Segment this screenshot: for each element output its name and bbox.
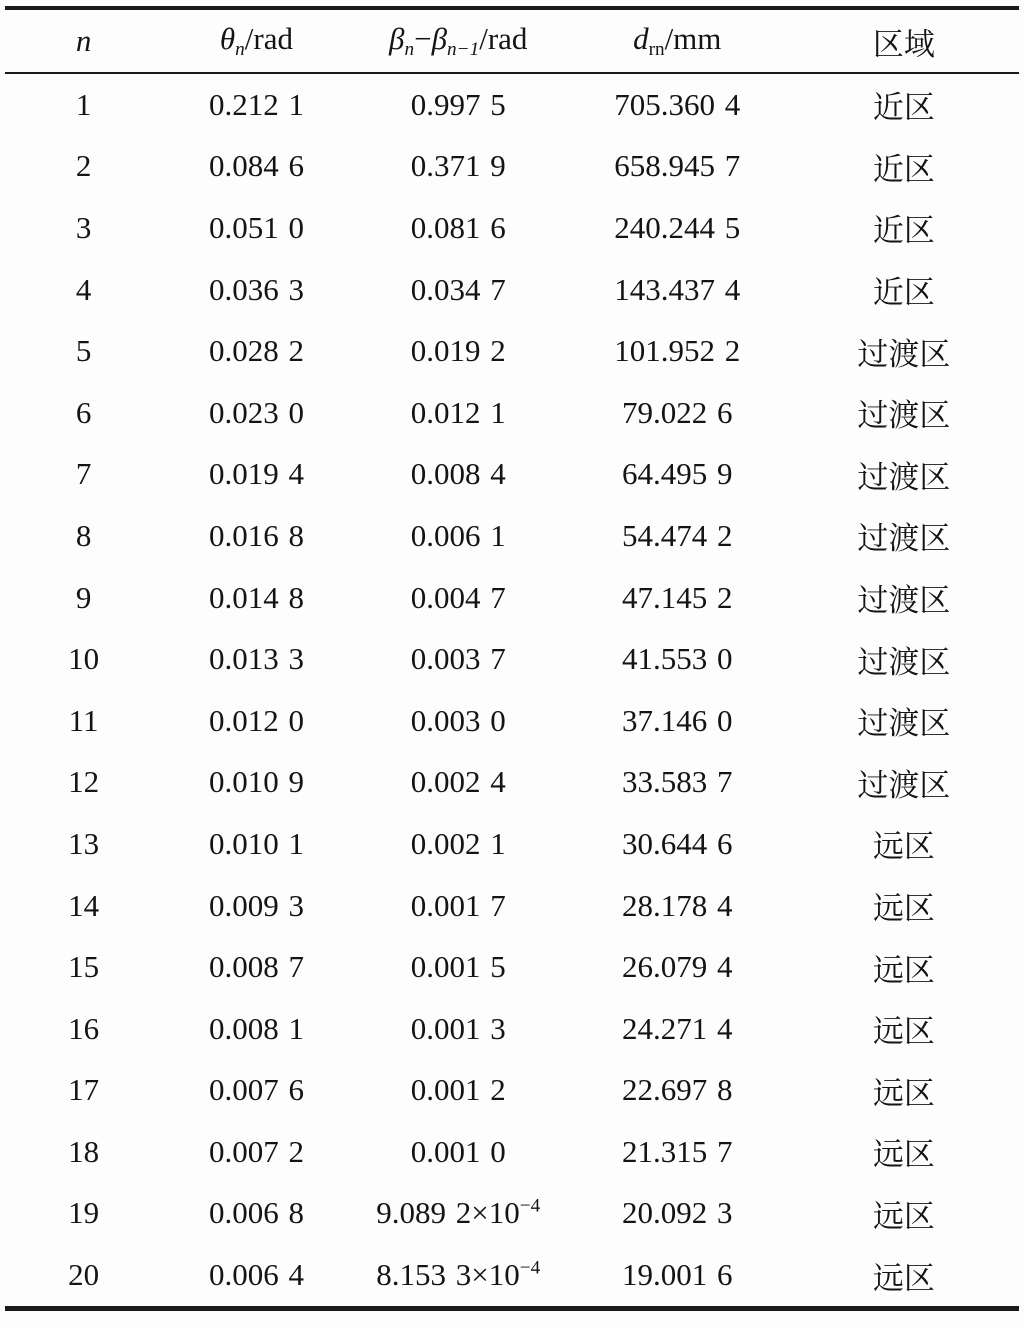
cell-n: 8 xyxy=(75,517,92,553)
exponent: −4 xyxy=(519,1196,541,1218)
cell-beta_diff: 0.997 5 xyxy=(410,86,506,122)
cell-d_rn: 28.178 4 xyxy=(621,887,733,923)
cell-n: 18 xyxy=(68,1133,100,1169)
cell-theta: 0.009 3 xyxy=(208,887,304,923)
table-row xyxy=(5,136,1019,198)
cell-region: 远区 xyxy=(872,829,935,865)
cell-beta_diff: 0.003 0 xyxy=(410,702,506,738)
header-segment: /rad xyxy=(479,20,528,56)
cell-theta: 0.007 2 xyxy=(208,1133,304,1169)
table-row xyxy=(5,320,1019,382)
cell-beta_diff: 0.012 1 xyxy=(410,394,506,430)
cell-beta_diff: 0.004 7 xyxy=(410,579,506,615)
cell-region: 远区 xyxy=(872,1260,935,1296)
cell-n: 4 xyxy=(75,271,92,307)
cell-d_rn: 26.079 4 xyxy=(621,949,733,985)
cell-d_rn: 37.146 0 xyxy=(621,702,733,738)
cell-d_rn: 30.644 6 xyxy=(621,825,733,861)
table-row xyxy=(5,382,1019,444)
cell-theta: 0.007 6 xyxy=(208,1072,304,1108)
table-row xyxy=(5,73,1019,136)
cell-d_rn: 54.474 2 xyxy=(621,517,733,553)
table-header xyxy=(5,8,1019,73)
cell-region: 过渡区 xyxy=(857,336,951,372)
table-row xyxy=(5,690,1019,752)
cell-d_rn: 240.244 5 xyxy=(614,209,741,245)
cell-region: 远区 xyxy=(872,1014,935,1050)
header-segment: − xyxy=(414,20,432,56)
cell-region: 过渡区 xyxy=(857,706,951,742)
cell-d_rn: 705.360 4 xyxy=(614,86,741,122)
cell-theta: 0.019 4 xyxy=(208,456,304,492)
table-row xyxy=(5,567,1019,629)
header-segment: β xyxy=(431,20,448,56)
table-row xyxy=(5,1244,1019,1308)
table-row xyxy=(5,936,1019,998)
column-header-d_rn xyxy=(566,8,789,73)
cell-theta: 0.008 7 xyxy=(208,949,304,985)
table-row xyxy=(5,813,1019,875)
cell-beta_diff: 8.153 $3\times 10^{-4}$ xyxy=(376,1257,541,1293)
cell-region: 远区 xyxy=(872,1075,935,1111)
cell-beta_diff: 0.034 7 xyxy=(410,271,506,307)
exponent: −4 xyxy=(519,1257,541,1279)
header-segment: β xyxy=(389,20,405,56)
cell-theta: 0.016 8 xyxy=(208,517,304,553)
cell-theta: 0.036 3 xyxy=(208,271,304,307)
header-segment: n xyxy=(235,39,245,61)
column-header-theta xyxy=(162,8,351,73)
cell-theta: 0.010 9 xyxy=(208,764,304,800)
table-row xyxy=(5,628,1019,690)
cell-beta_diff: 9.089 $2\times 10^{-4}$ xyxy=(376,1195,541,1231)
header-segment: n xyxy=(75,23,92,58)
cell-region: 过渡区 xyxy=(857,398,951,434)
table-row xyxy=(5,259,1019,321)
header-segment: rn xyxy=(648,39,665,61)
header-segment: n−1 xyxy=(447,39,480,61)
cell-n: 5 xyxy=(75,333,92,369)
column-header-n xyxy=(5,8,162,73)
cell-region: 近区 xyxy=(872,151,935,187)
cell-d_rn: 143.437 4 xyxy=(614,271,741,307)
cell-region: 过渡区 xyxy=(857,644,951,680)
cell-n: 16 xyxy=(68,1010,100,1046)
cell-n: 14 xyxy=(68,887,100,923)
cell-beta_diff: 0.001 0 xyxy=(410,1133,506,1169)
table-row xyxy=(5,444,1019,506)
cell-beta_diff: 0.019 2 xyxy=(410,333,506,369)
cell-theta: 0.008 1 xyxy=(208,1010,304,1046)
cell-n: 1 xyxy=(75,86,92,122)
cell-region: 近区 xyxy=(872,213,935,249)
column-header-beta_diff xyxy=(351,8,566,73)
table-row xyxy=(5,752,1019,814)
cell-theta: 0.006 8 xyxy=(208,1195,304,1231)
cell-beta_diff: 0.001 5 xyxy=(410,949,506,985)
cell-beta_diff: 0.002 1 xyxy=(410,825,506,861)
header-segment: /mm xyxy=(664,20,722,56)
table-row xyxy=(5,875,1019,937)
cell-d_rn: 33.583 7 xyxy=(621,764,733,800)
cell-d_rn: 19.001 6 xyxy=(621,1257,733,1293)
table-body xyxy=(5,73,1019,1308)
table-row xyxy=(5,1060,1019,1122)
header-segment: 区域 xyxy=(872,26,935,62)
cell-region: 远区 xyxy=(872,1137,935,1173)
cell-d_rn: 658.945 7 xyxy=(614,148,741,184)
cell-n: 13 xyxy=(68,825,100,861)
cell-n: 15 xyxy=(68,949,100,985)
cell-d_rn: 20.092 3 xyxy=(621,1195,733,1231)
cell-d_rn: 101.952 2 xyxy=(614,333,741,369)
cell-n: 19 xyxy=(68,1195,100,1231)
cell-d_rn: 24.271 4 xyxy=(621,1010,733,1046)
cell-region: 过渡区 xyxy=(857,521,951,557)
cell-theta: 0.010 1 xyxy=(208,825,304,861)
cell-n: 9 xyxy=(75,579,92,615)
cell-n: 7 xyxy=(75,456,92,492)
cell-n: 10 xyxy=(68,641,100,677)
cell-theta: 0.014 8 xyxy=(208,579,304,615)
header-segment: d xyxy=(633,20,649,56)
cell-theta: 0.012 0 xyxy=(208,702,304,738)
cell-d_rn: 41.553 0 xyxy=(621,641,733,677)
cell-beta_diff: 0.002 4 xyxy=(410,764,506,800)
cell-theta: 0.028 2 xyxy=(208,333,304,369)
cell-beta_diff: 0.003 7 xyxy=(410,641,506,677)
cell-theta: 0.051 0 xyxy=(208,209,304,245)
cell-n: 17 xyxy=(68,1072,100,1108)
cell-region: 过渡区 xyxy=(857,459,951,495)
cell-theta: 0.023 0 xyxy=(208,394,304,430)
cell-region: 远区 xyxy=(872,1198,935,1234)
cell-d_rn: 47.145 2 xyxy=(621,579,733,615)
cell-beta_diff: 0.081 6 xyxy=(410,209,506,245)
table-row xyxy=(5,998,1019,1060)
cell-n: 12 xyxy=(68,764,100,800)
table-row xyxy=(5,1121,1019,1183)
cell-theta: 0.084 6 xyxy=(208,148,304,184)
cell-n: 11 xyxy=(68,702,99,738)
cell-region: 远区 xyxy=(872,891,935,927)
cell-beta_diff: 0.008 4 xyxy=(410,456,506,492)
cell-n: 6 xyxy=(75,394,92,430)
cell-n: 20 xyxy=(68,1257,100,1293)
table-row xyxy=(5,505,1019,567)
cell-region: 近区 xyxy=(872,275,935,311)
cell-beta_diff: 0.001 3 xyxy=(410,1010,506,1046)
cell-theta: 0.006 4 xyxy=(208,1257,304,1293)
header-segment: /rad xyxy=(244,20,293,56)
cell-beta_diff: 0.371 9 xyxy=(410,148,506,184)
cell-d_rn: 22.697 8 xyxy=(621,1072,733,1108)
cell-n: 3 xyxy=(75,209,92,245)
cell-beta_diff: 0.001 2 xyxy=(410,1072,506,1108)
header-segment: n xyxy=(404,39,415,61)
table-row xyxy=(5,197,1019,259)
measurement-table xyxy=(5,6,1019,1311)
table-row xyxy=(5,1183,1019,1245)
column-header-region xyxy=(789,8,1019,73)
cell-d_rn: 79.022 6 xyxy=(621,394,733,430)
cell-d_rn: 64.495 9 xyxy=(621,456,733,492)
cell-region: 过渡区 xyxy=(857,767,951,803)
cell-beta_diff: 0.006 1 xyxy=(410,517,506,553)
cell-d_rn: 21.315 7 xyxy=(621,1133,733,1169)
cell-region: 远区 xyxy=(872,952,935,988)
cell-theta: 0.013 3 xyxy=(208,641,304,677)
table-header-row xyxy=(5,8,1019,73)
cell-region: 过渡区 xyxy=(857,583,951,619)
cell-theta: 0.212 1 xyxy=(208,86,304,122)
cell-region: 近区 xyxy=(872,90,935,126)
header-segment: θ xyxy=(219,20,236,56)
cell-n: 2 xyxy=(75,148,92,184)
cell-beta_diff: 0.001 7 xyxy=(410,887,506,923)
